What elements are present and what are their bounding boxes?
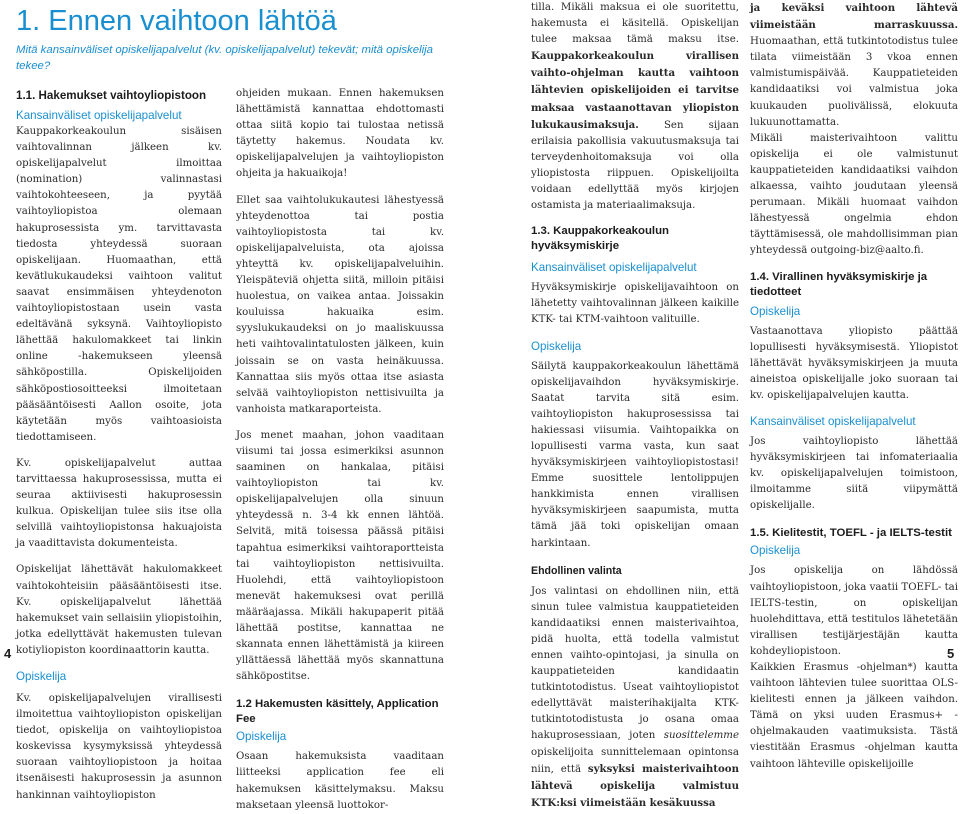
subheading-student: Opiskelija: [236, 730, 287, 744]
paragraph: Kv. opiskelijapalvelujen virallisesti ilmoitettua vaihtoyliopiston opiskelijan tiedot, opiskelija on vaihtoyliopistoa koskevissa kysymyksissä yhteydessä suoraan vaihtoyliopistoon ja hoitaa itsenäisesti hakuprosessin ja asunnon hankinnan vaihtoyliopiston: [16, 693, 222, 801]
paragraph: Osaan hakemuksista vaaditaan liitteeksi application fee eli hakemuksen käsittelymaksu. Maksu maksetaan yleensä luottokor-: [236, 751, 444, 811]
page-number-left: 4: [4, 646, 12, 661]
paragraph: Säilytä kauppakorkeakoulun lähettämä opiskelijavaihdon hyväksymiskirje. Saatat tarvita sitä esim. vaihtoyliopiston hakuprosessissa tai hakiessasi viisumia. Vaihtopaikka on lopullisesti varma vasta, kun saat hyväksymiskirjeen vaihtoyliopistostasi! Emme suosittele lentolippujen hankkimista ennen virallisen hyväksymiskirjeen saapumista, mutta tämä jää toki opiskelijan omaan harkintaan.: [531, 360, 739, 549]
subheading-international-services: Kansainväliset opiskelijapalvelut: [531, 261, 697, 275]
subheading-conditional-admission: Ehdollinen valinta: [531, 564, 622, 577]
paragraph: ohjeiden mukaan. Ennen hakemuksen lähettämistä kannattaa ehdottomasti ottaa siitä kopio tai tulostaa netissä täytetty hakemus. Noudata kv. opiskelijapalvelujen ja vaihtoyliopiston ohjeita ja hakuaikoja!: [236, 88, 444, 180]
paragraph: Mikäli maisterivaihtoon valittu opiskelija ei ole valmistunut kauppatieteiden kandidaatiksi vaihdon alkaessa, vaihto joudutaan yleensä perumaan. Mikäli huomaat vaihdon lähestyessä ongelmia ehdon täyttämisessä, ole mahdollisimman pian yhteydessä outgoing-biz@aalto.fi.: [750, 132, 958, 257]
page-number-right: 5: [947, 646, 955, 661]
paragraph: Kv. opiskelijapalvelut auttaa tarvittaessa hakuprosessissa, mutta ei seuraa aktiivisesti hakuprosessin kulkua. Opiskelijan tulee siis itse olla selvillä vaihtoyliopistonsa hakuajoista ja vaadittavista dokumenteista.: [16, 457, 222, 550]
subheading-student: Opiskelija: [750, 304, 801, 318]
subheading-international-services: Kansainväliset opiskelijapalvelut: [16, 109, 182, 122]
section-1-5-heading: 1.5. Kielitestit, TOEFL - ja IELTS-testit: [750, 527, 952, 540]
paragraph: ja keväksi vaihtoon lähtevä viimeistään marraskuussa. Huomaathan, että tutkintotodistus tulee tilata viimeistään 3 vkoa ennen valmistumispäivää. Kauppatieteiden kandidaatiksi voi valmistua joka kuukauden puolivälissä, elokuuta lukuunottamatta.: [750, 2, 958, 128]
paragraph: Kauppakorkeakoulun sisäisen vaihtovalinnan jälkeen kv. opiskelijapalvelut ilmoittaa (nomination) valinnastasi vaihtokohteeseen, ja pyytää vaihtoyliopistoa olemaan hakuprosessista ym. tarvittavasta tiedosta yhteydessä suoraan opiskelijaan. Huomaathan, että kevätlukukaudeksi vaihtoon valitut saavat ensimmäisen yhteydenoton vaihtoyliopistostaan usein vasta edeltävänä syksynä. Vaihtoyliopisto lähettää hakulomakkeet tai linkin online -hakemukseen yleensä sähköpostilla. Opiskelijoiden sähköpostiosoitteeksi ilmoitetaan pääsääntöisesti Aallon osoite, jota käytetään myös vaihtoasioista tiedottamiseen.: [16, 126, 222, 443]
paragraph: Kaikkien Erasmus -ohjelman*) kautta vaihtoon lähtevien tulee suorittaa OLS-kielitesti ennen ja jälkeen vaihdon. Tämä on yksi uuden Erasmus+ -ohjelmakauden vaatimuksista. Tästä viestitään Erasmus -ohjelman kautta vaihtoon lähteville opiskelijoille: [750, 662, 958, 770]
paragraph: Vastaanottava yliopisto päättää lopullisesti hyväksymisestä. Yliopistot lähettävät hyväksymiskirjeen ja muuta aineistoa opiskelijalle joko suoraan tai kv. opiskelijapalvelujen kautta.: [750, 325, 958, 401]
paragraph: Jos valintasi on ehdollinen niin, että sinun tulee valmistua kauppatieteiden kandidaatiksi ennen maisterivaihtoa, pidä huolta, että todella valmistut ennen vaihto-opintojasi, ja sinulla on kauppatieteiden kandidaatin tutkintotodistus. Useat vaihtoyliopistot edellyttävät maisterihakijalta KTK-tutkintotodistusta jo osana omaa hakuprosessiaan, joten suosittelemme opiskelijoita sunnittelemaan opintonsa niin, että syksyksi maisterivaihtoon lähtevä opiskelija valmistuu KTK:ksi viimeistään kesäkuussa: [531, 585, 739, 809]
intro-question: Mitä kansainväliset opiskelijapalvelut (kv. opiskelijapalvelut) tekevät; mitä opiskelija tekee?: [16, 44, 434, 72]
section-1-1-heading: 1.1. Hakemukset vaihtoyliopistoon: [16, 89, 207, 102]
paragraph: tilla. Mikäli maksua ei ole suoritettu, hakemusta ei käsitellä. Opiskelijan tulee maksaa tämä maksu itse. Kauppakorkeakoulun virallisen vaihto-ohjelman kautta vaihtoon lähtevien opiskelijoiden ei tarvitse maksaa vastaanottavan yliopiston lukukausimaksuja. Sen sijaan erilaisia pakollisia vakuutusmaksuja tai terveydenhoitomaksuja voi olla yliopistosta riippuen. Opiskelijoilta voidaan edellyttää myös kirjojen ostamista ja materiaalimaksuja.: [531, 2, 739, 212]
paragraph: Ellet saa vaihtolukukautesi lähestyessä yhteydenottoa tai postia vaihtoyliopistosta tai kv. opiskelijapalveluista, ota ajoissa yhteyttä kv. opiskelijapalveluihin. Yleispäteviä ohjetta siitä, milloin pitäisi huolestua, on vaikea antaa. Joissakin kouluissa hakuaika esim. syyslukukaudeksi on jo maaliskuussa heti vaihtovalintatulosten jälkeen, kuin joissain se on vasta heinäkuussa. Kannattaa siis myös ottaa itse asiasta selvää vaihtoyliopiston nettisivuilta ja vanhoista matkaraporteista.: [236, 194, 444, 415]
section-1-3-heading: 1.3. Kauppakorkeakoulun hyväksymiskirje: [531, 225, 669, 253]
column-2: [236, 86, 444, 814]
column-3: [531, 0, 739, 812]
paragraph: Opiskelijat lähettävät hakulomakkeet vaihtokohteisiin pääsääntöisesti itse. Kv. opiskelijapalvelut lähettää hakemukset vain sellaisiin yliopistoihin, jotka edellyttävät hakemusten tulevan kotiyliopiston koordinaattorin kautta.: [16, 564, 222, 656]
paragraph: Jos opiskelija on lähdössä vaihtoyliopistoon, joka vaatii TOEFL- tai IELTS-testin, on opiskelijan huolehdittava, että testitulos lähetetään virallisen testijärjestäjän kautta kohdeyliopistoon.: [750, 565, 958, 657]
paragraph: Hyväksymiskirje opiskelijavaihtoon on lähetetty vaihtovalinnan jälkeen kaikille KTK- tai KTM-vaihtoon valituille.: [531, 282, 739, 326]
section-1-2-heading: 1.2 Hakemusten käsittely, Application Fee: [236, 698, 439, 726]
column-1: [16, 88, 222, 804]
subheading-student: Opiskelija: [750, 544, 801, 558]
subheading-student: Opiskelija: [531, 339, 582, 353]
paragraph: Jos menet maahan, johon vaaditaan viisumi tai jossa esimerkiksi asunnon saaminen on hankalaa, pitäisi vaihtoyliopiston tai kv. opiskelijapalvelujen olla sinuun yhteydessä n. 3-4 kk ennen lähtöä. Selvitä, mitä toisessa päässä pitäisi tapahtua esimerkiksi vaihtoraportteista tai vaihtoyliopiston nettisivuilta. Huolehdi, että vaihtoyliopistoon menevät hakemuksesi ovat perillä määräajassa. Mikäli hakupaperit pitää lähettää postitse, kannattaa ne skannata ennen lähettämistä ja kiireen yllättäessä lähettää myös skannattuna sähköpostitse.: [236, 429, 444, 683]
section-1-4-heading: 1.4. Virallinen hyväksymiskirje ja tiedotteet: [750, 270, 928, 298]
subheading-student: Opiskelija: [16, 670, 67, 683]
column-4: [750, 0, 958, 773]
paragraph: Jos vaihtoyliopisto lähettää hyväksymiskirjeen tai infomateriaalia kv. opiskelijapalvelujen toimistoon, ilmoitamme siitä viipymättä opiskelijalle.: [750, 435, 958, 512]
page-title: 1. Ennen vaihtoon lähtöä: [16, 5, 337, 37]
subheading-international-services: Kansainväliset opiskelijapalvelut: [750, 414, 916, 428]
